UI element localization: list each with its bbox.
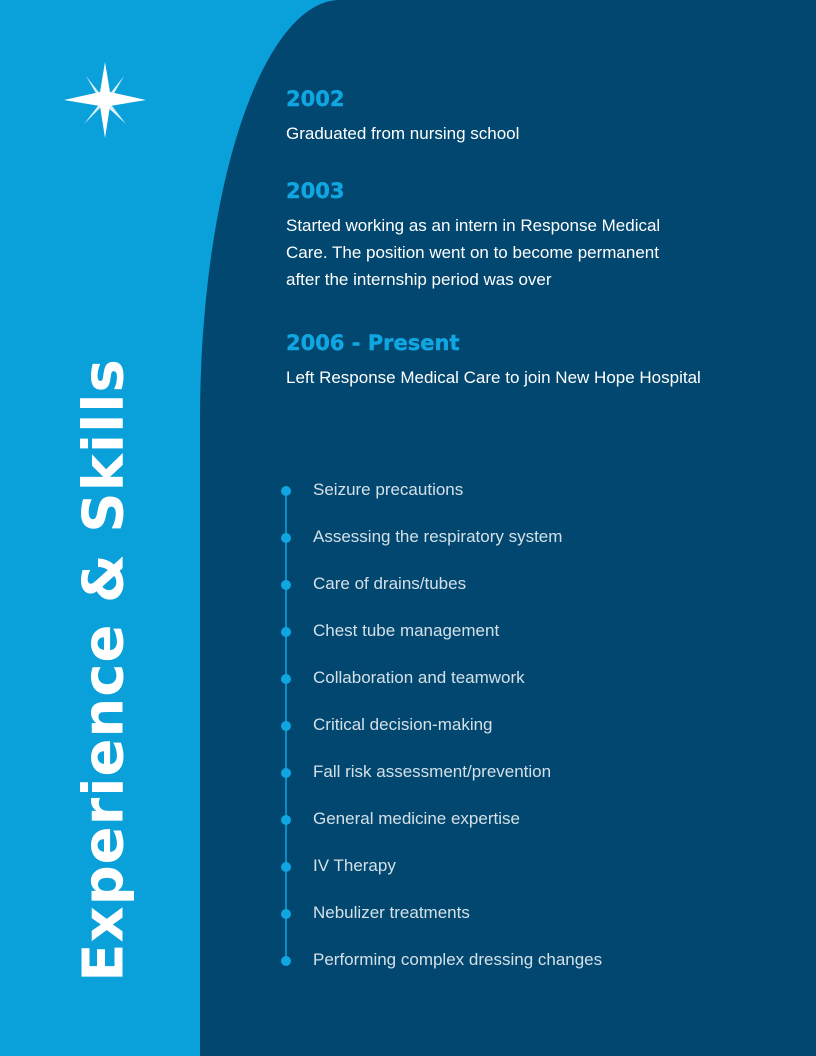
bullet-dot-icon	[281, 956, 291, 966]
skill-item	[278, 523, 748, 570]
skill-item	[278, 711, 748, 758]
skill-item	[278, 758, 748, 805]
bullet-dot-icon	[281, 627, 291, 637]
skill-label: Critical decision-making	[313, 715, 493, 734]
description-line: Care. The position went on to become permanent	[286, 243, 659, 262]
skill-label: IV Therapy	[313, 856, 396, 875]
description-line: Left Response Medical Care to join New Hope Hospital	[286, 368, 701, 387]
experience-description	[286, 120, 766, 147]
bullet-dot-icon	[281, 674, 291, 684]
skill-label: General medicine expertise	[313, 809, 520, 828]
skill-item	[278, 805, 748, 852]
skill-label: Performing complex dressing changes	[313, 950, 603, 969]
experience-entry	[286, 84, 766, 147]
bullet-dot-icon	[281, 721, 291, 731]
skill-item	[278, 476, 748, 523]
page-title: Experience & Skills	[71, 358, 137, 982]
sparkle-star-icon	[64, 62, 146, 138]
description-line: Started working as an intern in Response Medical	[286, 216, 661, 235]
experience-year: 2006 - Present	[286, 331, 460, 355]
description-line: Graduated from nursing school	[286, 124, 520, 143]
skill-label: Fall risk assessment/prevention	[313, 762, 552, 781]
skill-item	[278, 946, 748, 993]
skill-item	[278, 852, 748, 899]
skill-label: Nebulizer treatments	[313, 903, 470, 922]
skill-item	[278, 899, 748, 946]
bullet-dot-icon	[281, 815, 291, 825]
skill-label: Collaboration and teamwork	[313, 668, 525, 687]
bullet-dot-icon	[281, 533, 291, 543]
experience-entry	[286, 176, 766, 293]
skill-label: Assessing the respiratory system	[313, 527, 563, 546]
experience-year: 2002	[286, 87, 345, 111]
experience-description	[286, 364, 766, 391]
skill-label: Seizure precautions	[313, 480, 464, 499]
skill-label: Care of drains/tubes	[313, 574, 467, 593]
skill-item	[278, 617, 748, 664]
experience-timeline	[286, 84, 766, 420]
bullet-dot-icon	[281, 486, 291, 496]
description-line: after the internship period was over	[286, 270, 552, 289]
bullet-dot-icon	[281, 580, 291, 590]
bullet-dot-icon	[281, 862, 291, 872]
skills-list	[278, 476, 748, 993]
experience-year: 2003	[286, 179, 345, 203]
skill-item	[278, 664, 748, 711]
experience-entry	[286, 328, 766, 391]
bullet-dot-icon	[281, 768, 291, 778]
bullet-dot-icon	[281, 909, 291, 919]
skill-label: Chest tube management	[313, 621, 500, 640]
skill-item	[278, 570, 748, 617]
experience-description	[286, 212, 766, 293]
